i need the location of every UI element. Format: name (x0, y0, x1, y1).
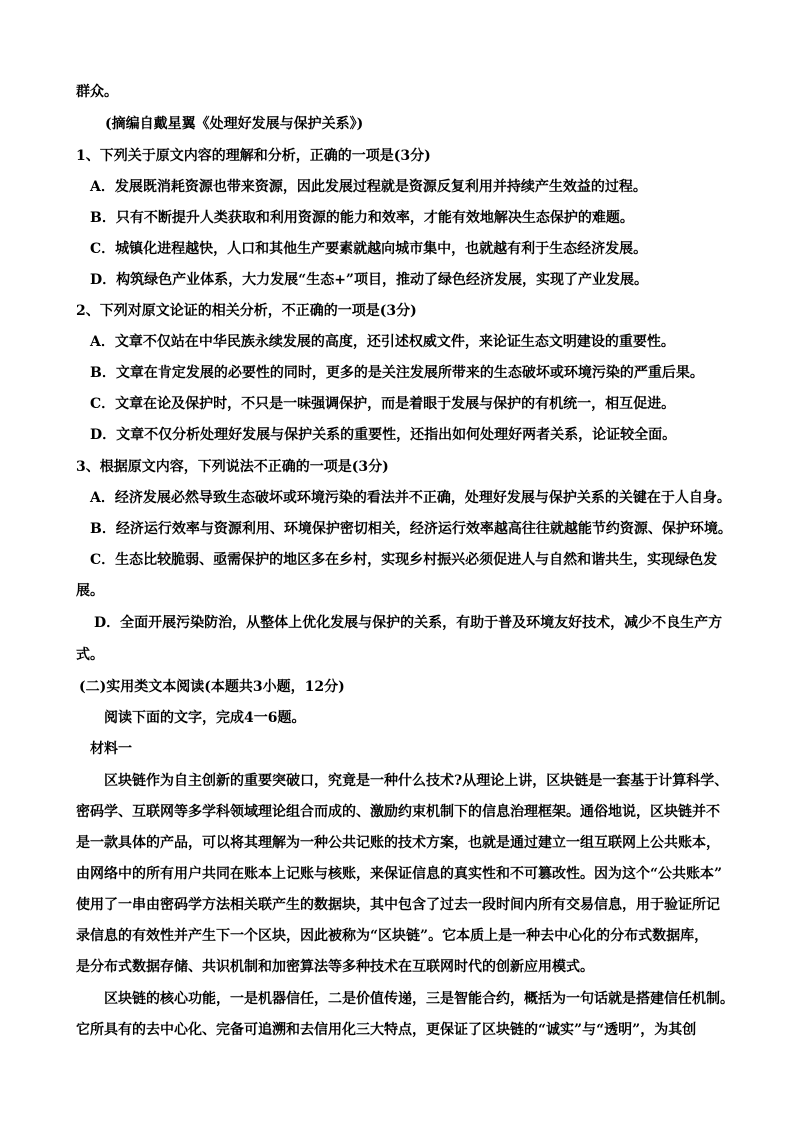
section-heading: (二)实用类文本阅读(本题共3小题，12分) (79, 679, 345, 695)
paragraph-line: 区块链作为自主创新的重要突破口，究竟是一种什么技术?从理论上讲，区块链是一套基于计算科学、 (104, 773, 729, 789)
question-1-stem: 1、下列关于原文内容的理解和分析，正确的一项是(3分) (76, 148, 431, 164)
paragraph-line: 区块链的核心功能，一是机器信任，二是价值传递，三是智能合约，概括为一句话就是搭建信任机制。 (104, 991, 734, 1007)
material-label: 材料一 (90, 741, 132, 757)
paragraph-line: 由网络中的所有用户共同在账本上记账与核账，来保证信息的真实性和不可篡改性。因为这个“公共账本” (76, 866, 723, 882)
question-3-option-d: D．全面开展污染防治，从整体上优化发展与保护的关系，有助于普及环境友好技术，减少不良生产方 (94, 615, 723, 631)
paragraph-line: 使用了一串由密码学方法相关联产生的数据块，其中包含了过去一段时间内所有交易信息，用于验证所记 (76, 897, 720, 913)
paragraph-line: 是一款具体的产品，可以将其理解为一种公共记账的技术方案，也就是通过建立一组互联网上公共账本， (76, 835, 720, 851)
question-3-option-c: C．生态比较脆弱、亟需保护的地区多在乡村，实现乡村振兴必须促进人与自然和谐共生，实现绿色发 (90, 552, 718, 568)
question-3-option-d-cont: 式。 (76, 647, 104, 663)
source-citation: (摘编自戴星翼《处理好发展与保护关系》) (105, 116, 364, 132)
question-1-option-a: A．发展既消耗资源也带来资源，因此发展过程就是资源反复利用并持续产生效益的过程。 (90, 179, 647, 195)
paragraph-line: 密码学、互联网等多学科领域理论组合而成的、激励约束机制下的信息治理框架。通俗地说，区块链并不 (76, 804, 720, 820)
paragraph-line: 是分布式数据存储、共识机制和加密算法等多种技术在互联网时代的创新应用模式。 (76, 959, 594, 975)
question-1-option-d: D．构筑绿色产业体系，大力发展“生态+”项目，推动了绿色经济发展，实现了产业发展。 (90, 272, 648, 288)
reading-instruction: 阅读下面的文字，完成4一6题。 (104, 710, 306, 726)
question-1-option-b: B．只有不断提升人类获取和利用资源的能力和效率，才能有效地解决生态保护的难题。 (90, 210, 634, 226)
question-3-option-b: B．经济运行效率与资源利用、环境保护密切相关，经济运行效率越高往往就越能节约资源、保护环境。 (90, 521, 732, 537)
text-line: 群众。 (76, 84, 118, 100)
question-3-option-c-cont: 展。 (76, 583, 104, 599)
question-2-stem: 2、下列对原文论证的相关分析，不正确的一项是(3分) (76, 303, 417, 319)
question-1-option-c: C．城镇化进程越快，人口和其他生产要素就越向城市集中，也就越有利于生态经济发展。 (90, 241, 648, 257)
paragraph-line: 它所具有的去中心化、完备可追溯和去信用化三大特点，更保证了区块链的“诚实”与“透明”，为其创 (76, 1022, 697, 1038)
paragraph-line: 录信息的有效性并产生下一个区块，因此被称为“区块链”。它本质上是一种去中心化的分布式数据库， (76, 928, 709, 944)
question-2-option-d: D．文章不仅分析处理好发展与保护关系的重要性，还指出如何处理好两者关系，论证较全面。 (90, 427, 677, 443)
question-2-option-b: B．文章在肯定发展的必要性的同时，更多的是关注发展所带来的生态破坏或环境污染的严重后果。 (90, 365, 704, 381)
question-3-option-a: A．经济发展必然导致生态破坏或环境污染的看法并不正确，处理好发展与保护关系的关键在于人自身。 (90, 490, 731, 506)
question-3-stem: 3、根据原文内容，下列说法不正确的一项是(3分) (76, 459, 389, 475)
question-2-option-a: A．文章不仅站在中华民族永续发展的高度，还引述权威文件，来论证生态文明建设的重要性。 (90, 334, 675, 350)
question-2-option-c: C．文章在论及保护时，不只是一味强调保护，而是着眼于发展与保护的有机统一，相互促进。 (90, 396, 676, 412)
